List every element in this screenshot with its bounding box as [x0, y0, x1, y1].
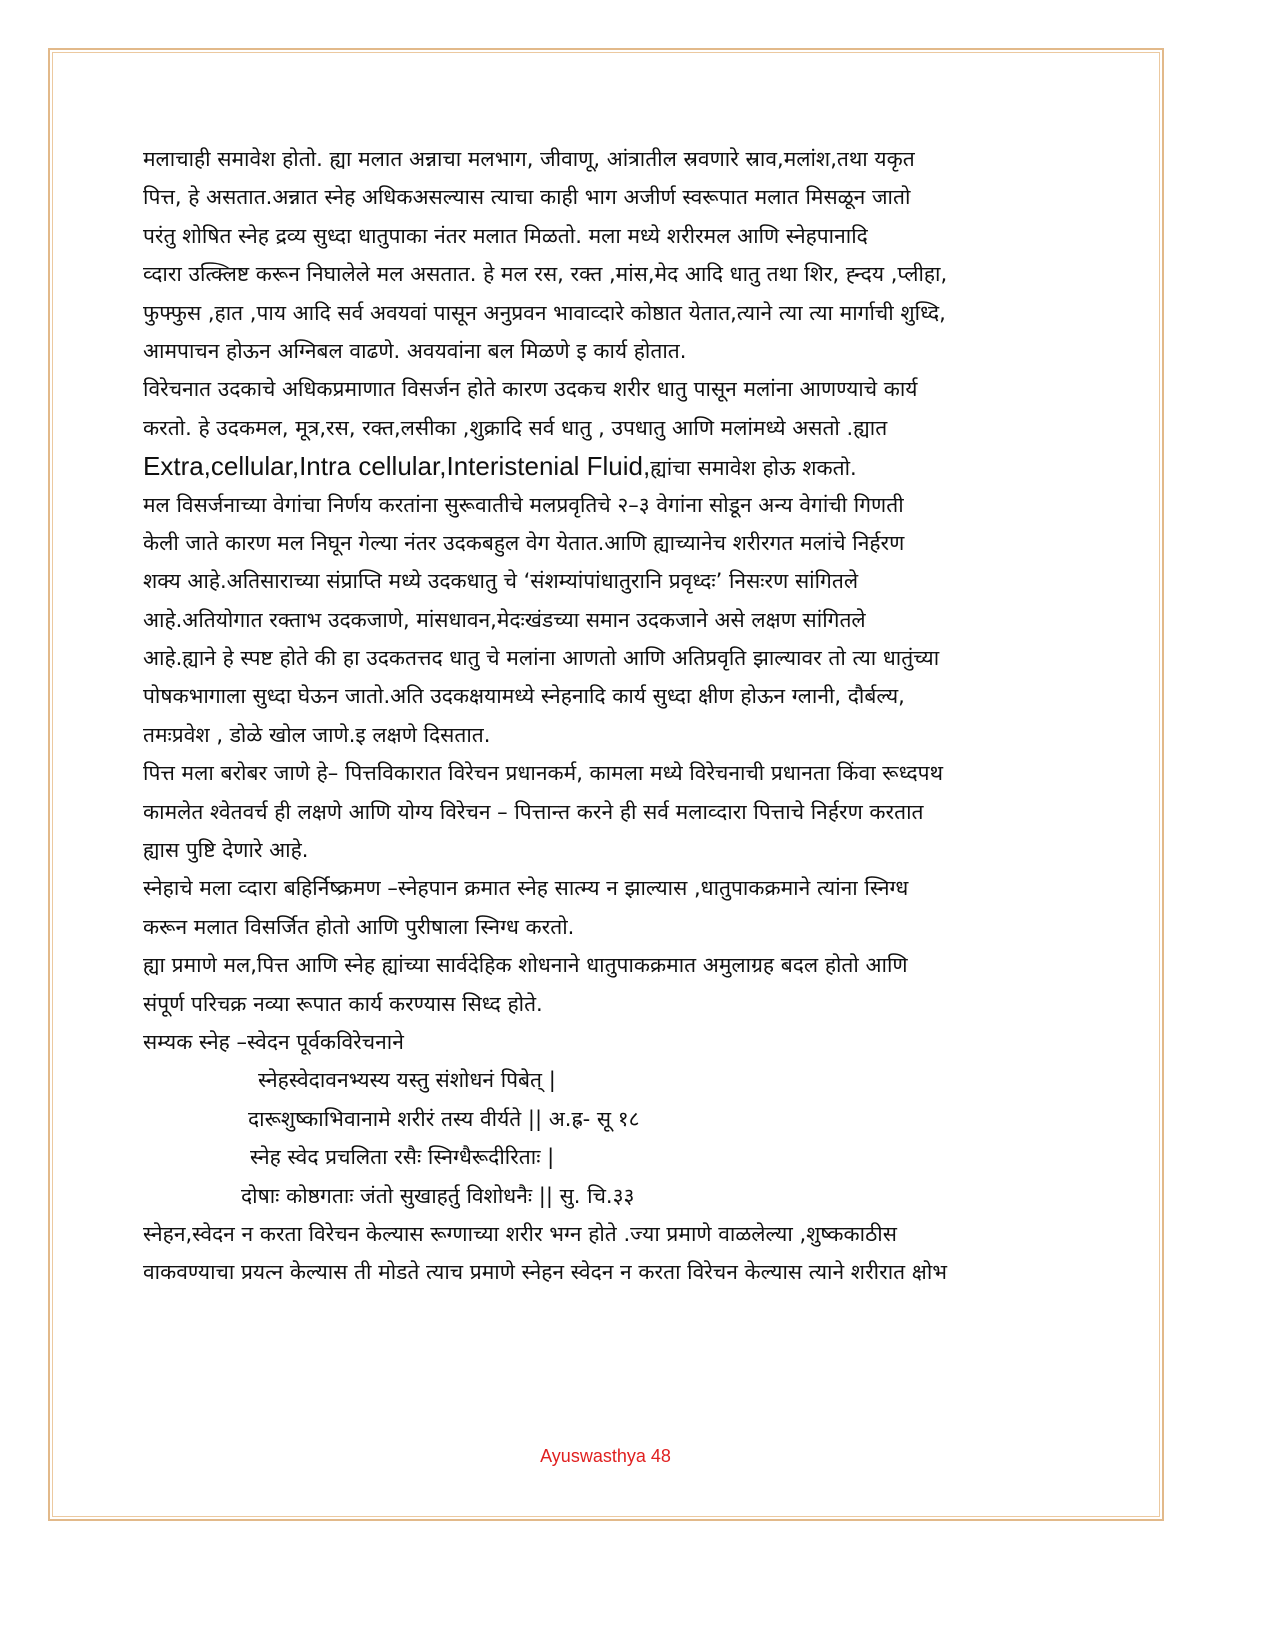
text-line: स्नेहाचे मला व्दारा बहिर्निष्क्रमण –स्नेहपान क्रमात स्नेह सात्म्य न झाल्यास ,धातुपाकक्रमाने त्यांना स्निग्ध: [143, 876, 909, 901]
text-line: केली जाते कारण मल निघून गेल्या नंतर उदकबहुल वेग येतात.आणि ह्याच्यानेच शरीरगत मलांचे निर्हरण: [143, 530, 905, 555]
text-line: पित्त, हे असतात.अन्नात स्नेह अधिकअसल्यास त्याचा काही भाग अजीर्ण स्वरूपात मलात मिसळून जातो: [143, 185, 911, 210]
text-line: मल विसर्जनाच्या वेगांचा निर्णय करतांना सुरूवातीचे मलप्रवृतिचे २–३ वेगांना सोडून अन्य वेगांची गिणती: [143, 492, 904, 517]
text-line: मलाचाही समावेश होतो. ह्या मलात अन्नाचा मलभाग, जीवाणू, आंत्रातील स्रवणारे स्राव,मलांश,तथा यकृत: [143, 147, 915, 171]
text-line: परंतु शोषित स्नेह द्रव्य सुध्दा धातुपाका नंतर मलात मिळतो. मला मध्ये शरीरमल आणि स्नेहपानादि: [143, 223, 868, 248]
verse-line: स्नेह स्वेद प्रचलिता रसैः स्निग्धैरूदीरिताः |: [250, 1145, 555, 1170]
verse-line: दारूशुष्काभिवानामे शरीरं तस्य वीर्यते || अ.ह्र- सू १८: [248, 1106, 640, 1131]
text-line: पित्त मला बरोबर जाणे हे– पित्तविकारात विरेचन प्रधानकर्म, कामला मध्ये विरेचनाची प्रधानता किंवा रूध्दपथ: [143, 761, 944, 786]
text-line: करून मलात विसर्जित होतो आणि पुरीषाला स्निग्ध करतो.: [143, 914, 575, 939]
text-line: ह्या प्रमाणे मल,पित्त आणि स्नेह ह्यांच्या सार्वदेहिक शोधनाने धातुपाकक्रमात अमुलाग्रह बदल होतो आणि: [143, 953, 908, 978]
text-line: सम्यक स्नेह –स्वेदन पूर्वकविरेचनाने: [143, 1029, 404, 1054]
text-line: संपूर्ण परिचक्र नव्या रूपात कार्य करण्यास सिध्द होते.: [143, 991, 543, 1016]
document-body: [143, 140, 1083, 1292]
text-line: आहे.ह्याने हे स्पष्ट होते की हा उदकतत्तद धातु चे मलांना आणतो आणि अतिप्रवृति झाल्यावर तो त्या धातुंच्या: [143, 646, 940, 671]
text-line: करतो. हे उदकमल, मूत्र,रस, रक्त,लसीका ,शुक्रादि सर्व धातु , उपधातु आणि मलांमध्ये असतो .ह्यात: [143, 415, 888, 440]
english-line-tail: ह्यांचा समावेश होऊ शकतो.: [650, 456, 857, 481]
text-line: आहे.अतियोगात रक्ताभ उदकजाणे, मांसधावन,मेदःखंडच्या समान उदकजाने असे लक्षण सांगितले: [143, 607, 866, 632]
verse-line: स्नेहस्वेदावनभ्यस्य यस्तु संशोधनं पिबेत् |: [258, 1068, 556, 1093]
text-line: व्दारा उत्क्लिष्ट करून निघालेले मल असतात. हे मल रस, रक्त ,मांस,मेद आदि धातु तथा शिर, ह्न्दय ,प्लीहा,: [143, 262, 948, 287]
text-line: ह्यास पुष्टि देणारे आहे.: [143, 838, 309, 863]
text-line: स्नेहन,स्वेदन न करता विरेचन केल्यास रूग्णाच्या शरीर भग्न होते .ज्या प्रमाणे वाळलेल्या ,शुष्ककाठीस: [143, 1221, 897, 1246]
english-term-text: Extra,cellular,Intra cellular,Interistenial Fluid,: [143, 451, 651, 482]
text-line: पोषकभागाला सुध्दा घेऊन जातो.अति उदकक्षयामध्ये स्नेहनादि कार्य सुध्दा क्षीण होऊन ग्लानी, दौर्बल्य,: [143, 684, 905, 709]
verse-line: दोषाः कोष्ठगताः जंतो सुखाहर्तु विशोधनैः || सु. चि.३३: [241, 1183, 635, 1208]
english-fluid-line: [143, 447, 1083, 485]
text-line: फुफ्फुस ,हात ,पाय आदि सर्व अवयवां पासून अनुप्रवन भावाव्दारे कोष्ठात येतात,त्याने त्या त्या मार्गाची शुध्दि,: [143, 300, 946, 325]
text-line: तमःप्रवेश , डोळे खोल जाणे.इ लक्षणे दिसतात.: [143, 722, 491, 747]
text-line: आमपाचन होऊन अग्निबल वाढणे. अवयवांना बल मिळणे इ कार्य होतात.: [143, 338, 687, 363]
text-line: विरेचनात उदकाचे अधिकप्रमाणात विसर्जन होते कारण उदकच शरीर धातु पासून मलांना आणण्याचे कार्य: [143, 377, 918, 402]
text-line: कामलेत श्वेतवर्च ही लक्षणे आणि योग्य विरेचन – पित्तान्त करने ही सर्व मलाव्दारा पित्ताचे निर्हरण करतात: [143, 799, 924, 824]
text-line: शक्य आहे.अतिसाराच्या संप्राप्ति मध्ये उदकधातु चे ‘संशम्यांपांधातुरानि प्रवृध्दः’ निसःरण सांगितले: [143, 569, 859, 594]
text-line: वाकवण्याचा प्रयत्न केल्यास ती मोडते त्याच प्रमाणे स्नेहन स्वेदन न करता विरेचन केल्यास त्याने शरीरात क्षोभ: [143, 1260, 948, 1285]
page-footer: Ayuswasthya 48: [540, 1446, 671, 1466]
